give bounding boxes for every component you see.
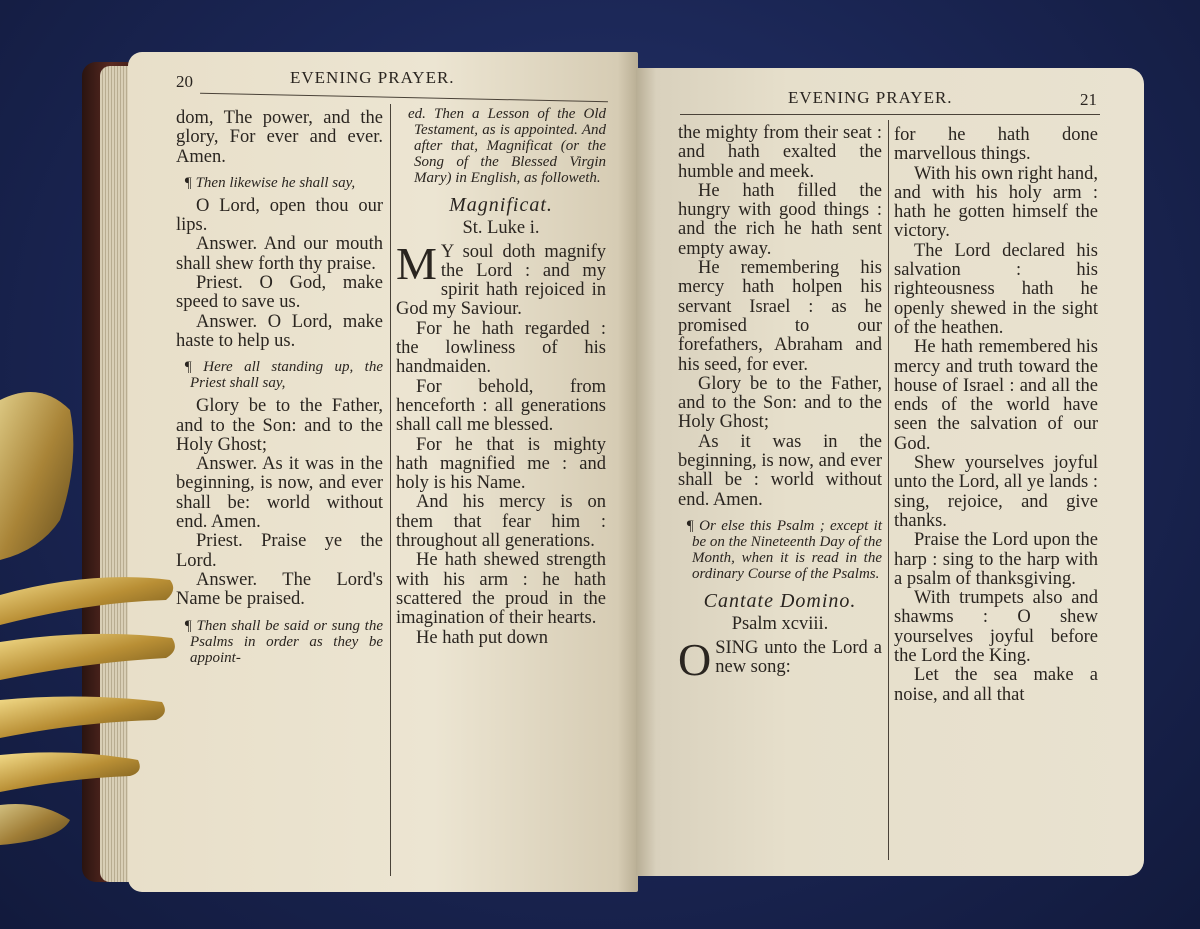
verse-paragraph: He hath remembered his mercy and truth toward the house of Israel : and all the ends of the world have seen the salvation of our God. xyxy=(894,337,1098,454)
right-page-column-1 xyxy=(678,123,882,685)
verse-paragraph: Answer. O Lord, make haste to help us. xyxy=(176,311,383,351)
verse-paragraph: Answer. As it was in the beginning, is now, and ever shall be: world without end. Amen. xyxy=(176,454,383,533)
verse-paragraph: Priest. O God, make speed to save us. xyxy=(176,273,383,313)
brass-page-holder-hand xyxy=(0,380,180,850)
verse-paragraph: He hath put down xyxy=(416,627,549,648)
verse-paragraph: Let the sea make a noise, and all that xyxy=(894,665,1098,705)
magnificat-rubric: ed. Then a Lesson of the Old Testament, as is appointed. And after that, Magnificat (or the Song of the Blessed Virgin Mary) in English, as followeth. xyxy=(408,106,606,186)
drop-cap-o: O xyxy=(678,633,712,685)
verse-paragraph: Glory be to the Father, and to the Son: and to the Holy Ghost; xyxy=(678,373,882,433)
column-divider-left xyxy=(390,104,391,876)
right-page-column-2 xyxy=(894,126,1098,705)
drop-cap-m: M xyxy=(396,237,437,289)
left-page-column-2 xyxy=(396,106,606,648)
verse-paragraph: And his mercy is on them that fear him : throughout all generations. xyxy=(396,492,606,552)
page-number-left: 20 xyxy=(176,72,193,91)
magnificat-verses xyxy=(396,237,606,648)
verse-paragraph: Answer. And our mouth shall shew forth thy praise. xyxy=(176,234,383,274)
cantate-title: Cantate Domino. xyxy=(703,589,857,612)
verse-paragraph: Answer. The Lord's Name be praised. xyxy=(176,569,383,610)
header-rule-right xyxy=(680,114,1100,115)
cantate-first-verse-text: SING unto the Lord a new song: xyxy=(715,637,882,677)
column-divider-right xyxy=(888,120,889,860)
page-header-left: EVENING PRAYER. xyxy=(290,68,455,87)
rubric-text: ¶ Or else this Psalm ; except it be on the Nineteenth Day of the Month, when it is read in the ordinary Course of the Psalms. xyxy=(686,517,882,582)
rubric-text: ¶ Then shall be said or sung the Psalms in order as they be appoint- xyxy=(184,617,383,666)
cantate-first-verse xyxy=(678,633,882,685)
magnificat-continued xyxy=(678,124,882,582)
verse-text: Y soul doth magnify the Lord : and my spirit hath rejoiced in God my Saviour. xyxy=(396,241,606,320)
verse-paragraph: For he that is mighty hath magnified me : and holy is his Name. xyxy=(396,434,606,494)
left-page-column-1 xyxy=(176,109,383,672)
verse-paragraph: dom, The power, and the glory, For ever and ever. Amen. xyxy=(176,108,383,167)
page-header-right: EVENING PRAYER. xyxy=(788,88,953,107)
page-number-right: 21 xyxy=(1080,90,1097,109)
left-page xyxy=(128,52,638,892)
verse-paragraph: He remembering his mercy hath holpen his servant Israel : as he promised to our forefathers, Abraham and his seed, for ever. xyxy=(678,258,882,375)
verse-paragraph: Praise the Lord upon the harp : sing to the harp with a psalm of thanksgiving. xyxy=(894,530,1098,589)
verse-paragraph: Shew yourselves joyful unto the Lord, all ye lands : sing, rejoice, and give thanks. xyxy=(894,453,1098,531)
verse-paragraph: As it was in the beginning, is now, and ever shall be : world without end. Amen. xyxy=(678,431,882,510)
right-page xyxy=(636,68,1144,876)
header-rule-left xyxy=(200,93,608,103)
rubric-text: ¶ Here all standing up, the Priest shall say, xyxy=(184,359,383,392)
rubric-text: ¶ Then likewise he shall say, xyxy=(184,174,356,191)
cantate-source: Psalm xcviii. xyxy=(731,614,829,635)
magnificat-source: St. Luke i. xyxy=(462,218,540,239)
verse-paragraph: Glory be to the Father, and to the Son: and to the Holy Ghost; xyxy=(176,396,383,455)
verse-paragraph: He hath filled the hungry with good things : and the rich he hath sent empty away. xyxy=(678,180,882,259)
verse-paragraph: With his own right hand, and with his holy arm : hath he gotten himself the victory. xyxy=(894,163,1098,242)
verse-paragraph: For behold, from henceforth : all generations shall call me blessed. xyxy=(396,376,606,436)
verse-paragraph: O Lord, open thou our lips. xyxy=(176,195,383,236)
verse-paragraph: With trumpets also and shawms : O shew yourselves joyful before the Lord the King. xyxy=(894,588,1098,667)
verse-paragraph: He hath shewed strength with his arm : he hath scattered the proud in the imagination of their hearts. xyxy=(396,550,606,629)
verse-paragraph: For he hath regarded : the lowliness of his handmaiden. xyxy=(396,318,606,378)
verse-paragraph: for he hath done marvellous things. xyxy=(894,125,1098,165)
verse-paragraph xyxy=(396,237,606,320)
verse-paragraph: The Lord declared his salvation : his righteousness hath he openly shewed in the sight of the heathen. xyxy=(894,240,1098,338)
verse-paragraph: Priest. Praise ye the Lord. xyxy=(176,531,383,571)
verse-paragraph: the mighty from their seat : and hath exalted the humble and meek. xyxy=(678,123,882,182)
magnificat-title: Magnificat. xyxy=(449,194,553,216)
